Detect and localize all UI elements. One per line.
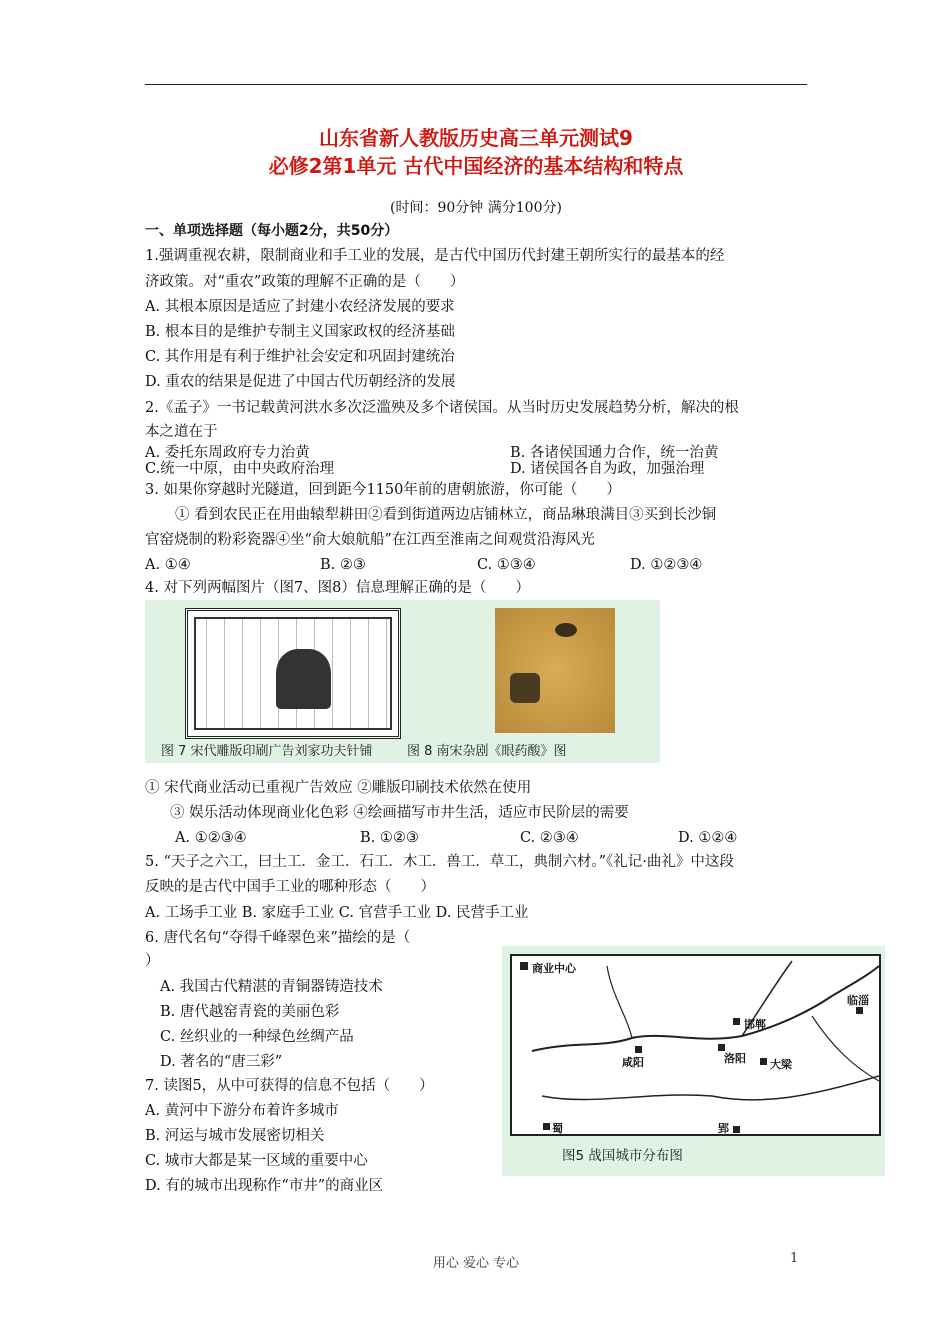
q1-option-c: C. 其作用是有利于维护社会安定和巩固封建统治 [145, 349, 455, 365]
q6-option-c: C. 丝织业的一种绿色丝绸产品 [160, 1029, 354, 1045]
section-heading: 一、单项选择题（每小题2分，共50分） [145, 223, 399, 239]
warring-states-city-map [502, 946, 885, 1176]
woodblock-ad-image [185, 608, 401, 739]
q7-stem: 7. 读图5，从中可获得的信息不包括（ ） [145, 1078, 434, 1094]
map-city-ying: 郢 [718, 1122, 729, 1135]
header-rule [145, 84, 807, 85]
q2-option-c: C.统一中原，由中央政府治理 [145, 461, 335, 477]
drama-painting-image [495, 608, 615, 733]
q5-options: A. 工场手工业 B. 家庭手工业 C. 官营手工业 D. 民营手工业 [145, 905, 529, 921]
figure-8-caption: 图 8 南宋杂剧《眼药酸》图 [407, 744, 567, 759]
q4-option-b: B. ①②③ [360, 830, 419, 846]
q3-option-b: B. ②③ [320, 557, 366, 573]
q1-stem-cont: 济政策。对“重农”政策的理解不正确的是（ ） [145, 274, 465, 290]
q2-stem: 2.《孟子》一书记载黄河洪水多次泛滥殃及多个诸侯国。从当时历史发展趋势分析，解决的根 [145, 400, 739, 416]
page-footer: 用心 爱心 专心 [432, 1256, 520, 1271]
q2-option-b: B. 各诸侯国通力合作，统一治黄 [510, 445, 719, 461]
q4-option-c: C. ②③④ [520, 830, 579, 846]
q7-option-d: D. 有的城市出现称作“市井”的商业区 [145, 1178, 384, 1194]
q4-items-cont: ③ 娱乐活动体现商业化色彩 ④绘画描写市井生活，适应市民阶层的需要 [170, 805, 629, 821]
q1-option-a: A. 其根本原因是适应了封建小农经济发展的要求 [145, 299, 455, 315]
q6-option-d: D. 著名的“唐三彩” [160, 1054, 283, 1070]
q3-items-cont: 官窑烧制的粉彩瓷器④坐“俞大娘航船”在江西至淮南之间观赏沿海风光 [145, 532, 595, 548]
exam-time: (时间：90分钟 满分100分) [390, 200, 562, 216]
map-city-linzi: 临淄 [847, 994, 869, 1007]
q6-option-b: B. 唐代越窑青瓷的美丽色彩 [160, 1004, 340, 1020]
map-caption: 图5 战国城市分布图 [562, 1148, 683, 1164]
q4-option-a: A. ①②③④ [175, 830, 247, 846]
map-city-shu: 蜀 [552, 1122, 563, 1135]
map-city-luoyang: 洛阳 [724, 1052, 746, 1065]
page-subtitle: 必修2第1单元 古代中国经济的基本结构和特点 [268, 154, 684, 178]
map-city-handan: 邯郸 [744, 1018, 766, 1031]
map-city-daliang: 大梁 [770, 1058, 792, 1071]
q7-option-a: A. 黄河中下游分布着许多城市 [145, 1103, 339, 1119]
q3-option-a: A. ①④ [145, 557, 191, 573]
q3-stem: 3. 如果你穿越时光隧道，回到距今1150年前的唐朝旅游，你可能（ ） [145, 482, 621, 498]
q7-option-c: C. 城市大都是某一区域的重要中心 [145, 1153, 368, 1169]
q1-option-d: D. 重农的结果是促进了中国古代历朝经济的发展 [145, 374, 456, 390]
figure-7-8 [145, 600, 660, 763]
map-legend: 商业中心 [532, 962, 576, 975]
q1-option-b: B. 根本目的是维护专制主义国家政权的经济基础 [145, 324, 455, 340]
page-title: 山东省新人教版历史高三单元测试9 [319, 126, 633, 150]
q6-stem-cont: ） [145, 953, 160, 969]
legend-marker [520, 962, 528, 970]
map-rivers [512, 956, 879, 1134]
q2-option-d: D. 诸侯国各自为政，加强治理 [510, 461, 705, 477]
q4-items: ① 宋代商业活动已重视广告效应 ②雕版印刷技术依然在使用 [145, 780, 532, 796]
q2-option-a: A. 委托东周政府专力治黄 [145, 445, 310, 461]
figure-7-caption: 图 7 宋代雕版印刷广告刘家功夫针铺 [161, 744, 373, 759]
q2-stem-cont: 本之道在于 [145, 424, 218, 440]
page-number: 1 [790, 1251, 799, 1266]
q3-option-c: C. ①③④ [477, 557, 536, 573]
q4-option-d: D. ①②④ [678, 830, 738, 846]
q5-stem-cont: 反映的是古代中国手工业的哪种形态（ ） [145, 879, 435, 895]
map-city-xianyang: 咸阳 [622, 1056, 644, 1069]
q4-stem: 4. 对下列两幅图片（图7、图8）信息理解正确的是（ ） [145, 580, 530, 596]
q3-items: ① 看到农民正在用曲辕犁耕田②看到街道两边店铺林立，商品琳琅满目③买到长沙铜 [175, 507, 717, 523]
q6-stem: 6. 唐代名句“夺得千峰翠色来”描绘的是（ [145, 930, 411, 946]
q6-option-a: A. 我国古代精湛的青铜器铸造技术 [160, 979, 383, 995]
q7-option-b: B. 河运与城市发展密切相关 [145, 1128, 325, 1144]
q1-stem: 1.强调重视农耕，限制商业和手工业的发展，是古代中国历代封建王朝所实行的最基本的经 [145, 248, 725, 264]
q5-stem: 5. “天子之六工，曰土工．金工．石工．木工．兽工．草工，典制六材。”《礼记·曲礼》中这段 [145, 854, 734, 870]
q3-option-d: D. ①②③④ [630, 557, 703, 573]
